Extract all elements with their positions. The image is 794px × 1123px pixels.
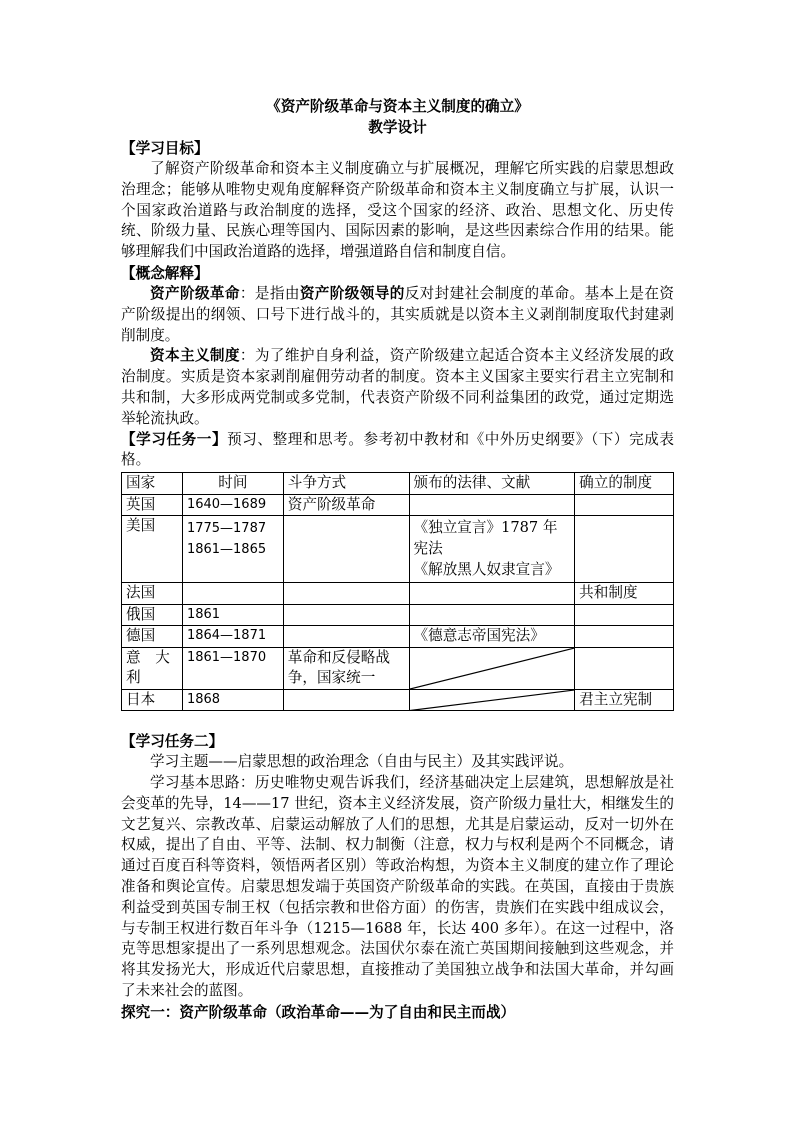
- table-cell: 德国: [122, 626, 183, 648]
- table-header-cell: 斗争方式: [283, 473, 409, 495]
- table-cell: 1861—1870: [182, 647, 283, 689]
- document-title: 《资产阶级革命与资本主义制度的确立》: [266, 98, 529, 115]
- concept-term-1: 资产阶级革命: [150, 284, 240, 302]
- table-cell-diagonal: [409, 689, 575, 711]
- table-cell: [283, 583, 409, 605]
- concept-bold-2: 资产阶级领导的: [299, 284, 405, 302]
- table-cell: [283, 516, 409, 583]
- table-row: [122, 494, 674, 516]
- table-cell: 英国: [122, 494, 183, 516]
- table-cell: 1868: [182, 689, 283, 711]
- explore1-heading: 探究一：资产阶级革命（政治革命——为了自由和民主而战）: [121, 1003, 516, 1021]
- table-row: [122, 516, 674, 583]
- table-cell-diagonal: [409, 647, 575, 689]
- concept-text-1: 反对封建社会制度的革命。基本上是在资产阶级提出的纲领、口号下进行战斗的，其实质就是以资本主义剥削制度取代封建剥削制度。: [121, 284, 674, 344]
- table-row: [122, 604, 674, 626]
- table-row: [122, 626, 674, 648]
- table-cell: [575, 494, 674, 516]
- goals-heading: 【学习目标】: [121, 140, 209, 157]
- diagonal-line: [410, 648, 575, 689]
- concepts-heading: 【概念解释】: [121, 264, 209, 282]
- table-cell: 1775—1787 1861—1865: [182, 516, 283, 583]
- table-header-row: [122, 473, 674, 495]
- table-cell: 1861: [182, 604, 283, 626]
- table-header-cell: 颁布的法律、文献: [409, 473, 575, 495]
- goals-text: 了解资产阶级革命和资本主义制度确立与扩展概况，理解它所实践的启蒙思想政治理念；能够从唯物史观角度解释资产阶级革命和资本主义制度确立与扩展，认识一个国家政治道路与政治制度的选择，受这个国家的经济、政治、思想文化、历史传统、阶级力量、民族心理等国内、国际因素的影响，是这些因素综合作用的结果。能够理解我们中国政治道路的选择，增强道路自信和制度自信。: [121, 160, 674, 261]
- document-page: [121, 96, 674, 1023]
- table-cell: 共和制度: [575, 583, 674, 605]
- table-cell: [283, 689, 409, 711]
- concept-colon-1: ：是指由: [239, 284, 300, 302]
- concept-capitalist-system: [121, 346, 674, 429]
- table-cell: [182, 583, 283, 605]
- revolution-table: [121, 472, 674, 711]
- table-cell: [409, 494, 575, 516]
- task2-approach: 学习基本思路：历史唯物史观告诉我们，经济基础决定上层建筑，思想解放是社会变革的先导，14——17 世纪，资本主义经济发展，资产阶级力量壮大，相继发生的文艺复兴、宗教改革、启蒙运动解放了人们的思想，尤其是启蒙运动，反对一切外在权威，提出了自由、平等、法制、权力制衡（注意，权力与权利是两个不同概念，请通过百度百科等资料，领悟两者区别）等政治构想，为资本主义制度的建立作了理论准备和舆论宣传。启蒙思想发端于英国资产阶级革命的实践。在英国，直接由于贵族利益受到英国专制王权（包括宗教和世俗方面）的伤害，贵族们在实践中组成议会，与专制王权进行数百年斗争（1215—1688 年，长达 400 多年）。在这一过程中，洛克等思想家提出了一系列思想观念。法国伏尔泰在流亡英国期间接触到这些观念，并将其发扬光大，形成近代启蒙思想，直接推动了美国独立战争和法国大革命，并勾画了未来社会的蓝图。: [121, 773, 674, 999]
- diagonal-line: [410, 690, 575, 711]
- table-cell: [283, 604, 409, 626]
- table-cell: 法国: [122, 583, 183, 605]
- table-row: [122, 647, 674, 689]
- table-cell: [283, 626, 409, 648]
- table-header-cell: 国家: [122, 473, 183, 495]
- task1-heading: 【学习任务一】: [121, 430, 228, 448]
- concept-bourgeois-revolution: [121, 284, 674, 346]
- table-cell: [575, 604, 674, 626]
- table-cell: [575, 647, 674, 689]
- table-header-cell: 确立的制度: [575, 473, 674, 495]
- table-cell: [409, 583, 575, 605]
- task1-text: 预习、整理和思考。参考初中教材和《中外历史纲要》（下）完成表格。: [121, 430, 674, 469]
- table-cell: 意 大利: [122, 647, 183, 689]
- task1-intro: [121, 430, 674, 472]
- table-cell: [409, 604, 575, 626]
- table-cell: 美国: [122, 516, 183, 583]
- table-cell: [575, 626, 674, 648]
- task2-theme: 学习主题——启蒙思想的政治理念（自由与民主）及其实践评说。: [150, 753, 574, 771]
- table-cell: 日本: [122, 689, 183, 711]
- concept-term-2: 资本主义制度: [150, 347, 240, 365]
- table-cell: 资产阶级革命: [283, 494, 409, 516]
- table-row: [122, 583, 674, 605]
- table-cell: 君主立宪制: [575, 689, 674, 711]
- task2-heading: 【学习任务二】: [121, 733, 224, 751]
- table-cell: 《独立宣言》1787 年宪法 《解放黑人奴隶宣言》: [409, 516, 575, 583]
- table-cell: 革命和反侵略战争，国家统一: [283, 647, 409, 689]
- table-cell: 1864—1871: [182, 626, 283, 648]
- table-cell: 1640—1689: [182, 494, 283, 516]
- document-subtitle: 教学设计: [368, 119, 427, 136]
- table-row: [122, 689, 674, 711]
- table-header-cell: 时间: [182, 473, 283, 495]
- table-cell: [575, 516, 674, 583]
- concept-text-2: ：为了维护自身利益，资产阶级建立起适合资本主义经济发展的政治制度。实质是资本家剥削雇佣劳动者的制度。资本主义国家主要实行君主立宪制和共和制，大多形成两党制或多党制，代表资产阶级不同利益集团的政党，通过定期选举轮流执政。: [121, 347, 674, 427]
- table-cell: 《德意志帝国宪法》: [409, 626, 575, 648]
- table-cell: 俄国: [122, 604, 183, 626]
